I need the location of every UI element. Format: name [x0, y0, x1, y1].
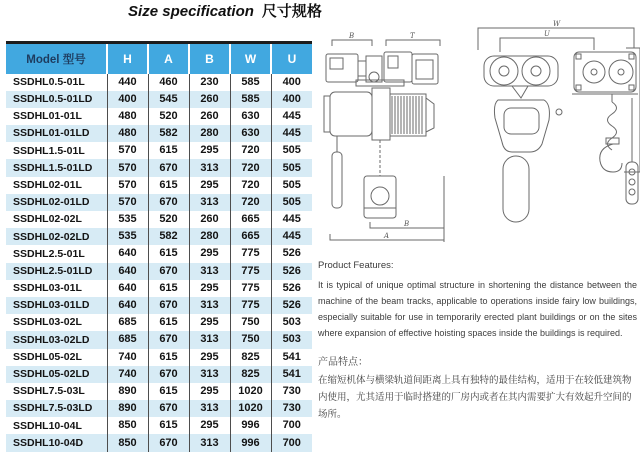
dimension-cell: 520 — [148, 108, 189, 125]
table-row — [6, 331, 312, 348]
dimension-cell: 313 — [189, 434, 230, 451]
dimension-cell: 520 — [148, 211, 189, 228]
dimension-cell: 615 — [148, 417, 189, 434]
dimension-cell: 750 — [230, 331, 271, 348]
dimension-cell: 700 — [271, 417, 312, 434]
header-model: Model 型号 — [6, 43, 107, 74]
model-cell: SSDHL02-02L — [13, 213, 82, 226]
dimension-cell: 570 — [107, 159, 148, 176]
dimension-cell: 615 — [148, 142, 189, 159]
dimension-cell: 295 — [189, 280, 230, 297]
dimension-cell: 670 — [148, 297, 189, 314]
dimension-cell: 460 — [148, 74, 189, 91]
dimension-cell: 295 — [189, 383, 230, 400]
table-row — [6, 228, 312, 245]
dimension-cell: 505 — [271, 159, 312, 176]
features-body-en: It is typical of unique optimal structure in shortening the distance between the machine of the beam tracks, applicable to operations inside fairy low buildings, especially suitable for use in temporarily erected plant buildings or on the sites where expansion of effective hoisting spaces inside the buildings is required. — [318, 280, 637, 338]
model-cell: SSDHL10-04D — [13, 436, 84, 449]
dimension-cell: 280 — [189, 125, 230, 142]
dimension-cell: 850 — [107, 417, 148, 434]
dimension-cell: 535 — [107, 228, 148, 245]
dimension-cell: 740 — [107, 366, 148, 383]
table-row — [6, 366, 312, 383]
dim-label-side-bottom-outer: A — [384, 232, 390, 240]
dimension-cell: 775 — [230, 297, 271, 314]
model-cell: SSDHL05-02LD — [13, 368, 90, 381]
table-header-row — [6, 43, 312, 74]
dimension-cell: 570 — [107, 194, 148, 211]
dimension-cell: 670 — [148, 366, 189, 383]
hoist-side-view-drawing — [324, 32, 444, 242]
header-w: W — [230, 43, 271, 74]
dimension-cell: 526 — [271, 280, 312, 297]
dimension-cell: 775 — [230, 280, 271, 297]
dimension-cell: 503 — [271, 331, 312, 348]
dimension-cell: 670 — [148, 263, 189, 280]
dimension-cell: 670 — [148, 194, 189, 211]
model-cell: SSDHL01-01L — [13, 110, 82, 123]
table-row — [6, 263, 312, 280]
dimension-cell: 445 — [271, 211, 312, 228]
dimension-cell: 445 — [271, 108, 312, 125]
dimension-cell: 570 — [107, 177, 148, 194]
dimension-cell: 890 — [107, 400, 148, 417]
table-row — [6, 194, 312, 211]
table-row — [6, 142, 312, 159]
table-row — [6, 74, 312, 91]
dimension-cell: 670 — [148, 331, 189, 348]
dimension-cell: 295 — [189, 314, 230, 331]
dimension-cell: 313 — [189, 366, 230, 383]
table-row — [6, 159, 312, 176]
model-cell: SSDHL03-02LD — [13, 333, 90, 346]
dimension-cell: 615 — [148, 383, 189, 400]
model-cell: SSDHL02-02LD — [13, 230, 90, 243]
page-title-zh: 尺寸规格 — [261, 3, 322, 20]
table-row — [6, 383, 312, 400]
dimension-cell: 585 — [230, 74, 271, 91]
dimension-cell: 1020 — [230, 400, 271, 417]
dimension-cell: 775 — [230, 245, 271, 262]
dimension-cell: 526 — [271, 263, 312, 280]
dim-label-front-top-outer: W — [553, 20, 561, 28]
dimension-cell: 535 — [107, 211, 148, 228]
dimension-cell: 505 — [271, 142, 312, 159]
dim-label-front-top-inner: U — [544, 30, 550, 38]
dimension-cell: 670 — [148, 434, 189, 451]
dimension-cell: 670 — [148, 400, 189, 417]
dimension-cell: 615 — [148, 280, 189, 297]
dimension-cell: 685 — [107, 331, 148, 348]
dimension-cell: 825 — [230, 349, 271, 366]
dimension-cell: 445 — [271, 228, 312, 245]
dimension-cell: 260 — [189, 108, 230, 125]
table-row — [6, 349, 312, 366]
product-features — [318, 260, 637, 423]
page-title-en: Size specification — [128, 3, 254, 20]
dimension-cell: 545 — [148, 91, 189, 108]
dimension-cell: 582 — [148, 228, 189, 245]
table-row — [6, 245, 312, 262]
dimension-cell: 615 — [148, 349, 189, 366]
features-body-zh: 在缩短机体与横梁轨道间距离上具有独特的最佳结构，适用于在较低建筑物内使用，尤其适用于临时搭建的厂房内或者在其内需要扩大有效起升空间的场所。 — [318, 375, 632, 420]
dimension-cell: 615 — [148, 177, 189, 194]
technical-drawings — [318, 12, 640, 258]
dimension-cell: 313 — [189, 159, 230, 176]
model-cell: SSDHL03-01L — [13, 282, 82, 295]
dimension-cell: 630 — [230, 125, 271, 142]
dimension-cell: 775 — [230, 263, 271, 280]
table-row — [6, 280, 312, 297]
dimension-cell: 665 — [230, 228, 271, 245]
table-row — [6, 108, 312, 125]
dimension-cell: 640 — [107, 263, 148, 280]
size-spec-table — [6, 41, 312, 452]
model-cell: SSDHL02-01LD — [13, 196, 90, 209]
dimension-cell: 740 — [107, 349, 148, 366]
dimension-cell: 825 — [230, 366, 271, 383]
dimension-cell: 582 — [148, 125, 189, 142]
header-a: A — [148, 43, 189, 74]
hoist-front-view-drawing — [478, 20, 640, 222]
dimension-cell: 526 — [271, 245, 312, 262]
dimension-cell: 996 — [230, 434, 271, 451]
features-heading-zh: 产品特点： — [318, 357, 368, 368]
dimension-cell: 295 — [189, 142, 230, 159]
dimension-cell: 720 — [230, 194, 271, 211]
model-cell: SSDHL02-01L — [13, 178, 82, 191]
dimension-cell: 505 — [271, 194, 312, 211]
dimension-cell: 295 — [189, 245, 230, 262]
dimension-cell: 400 — [107, 91, 148, 108]
model-cell: SSDHL1.5-01L — [13, 144, 85, 157]
header-h: H — [107, 43, 148, 74]
table-row — [6, 417, 312, 434]
dimension-cell: 720 — [230, 159, 271, 176]
dimension-cell: 280 — [189, 228, 230, 245]
dimension-cell: 400 — [271, 74, 312, 91]
spec-table-body — [6, 74, 312, 452]
dimension-cell: 640 — [107, 280, 148, 297]
dimension-cell: 750 — [230, 314, 271, 331]
dimension-cell: 260 — [189, 211, 230, 228]
table-row — [6, 297, 312, 314]
model-cell: SSDHL7.5-03LD — [13, 402, 93, 415]
table-row — [6, 91, 312, 108]
dimension-cell: 730 — [271, 383, 312, 400]
dimension-cell: 615 — [148, 314, 189, 331]
table-row — [6, 434, 312, 451]
dimension-cell: 480 — [107, 125, 148, 142]
model-cell: SSDHL01-01LD — [13, 127, 90, 140]
dimension-cell: 480 — [107, 108, 148, 125]
model-cell: SSDHL10-04L — [13, 419, 82, 432]
dim-label-side-bottom-inner: B — [404, 220, 410, 228]
dim-label-side-top-left: B — [349, 32, 355, 40]
dimension-cell: 313 — [189, 331, 230, 348]
header-u: U — [271, 43, 312, 74]
table-row — [6, 211, 312, 228]
dimension-cell: 295 — [189, 177, 230, 194]
dimension-cell: 440 — [107, 74, 148, 91]
dimension-cell: 313 — [189, 297, 230, 314]
dimension-cell: 295 — [189, 417, 230, 434]
dimension-cell: 541 — [271, 349, 312, 366]
dimension-cell: 313 — [189, 400, 230, 417]
model-cell: SSDHL2.5-01LD — [13, 264, 93, 277]
dimension-cell: 526 — [271, 297, 312, 314]
table-row — [6, 314, 312, 331]
dimension-cell: 585 — [230, 91, 271, 108]
dimension-cell: 720 — [230, 142, 271, 159]
dimension-cell: 505 — [271, 177, 312, 194]
model-cell: SSDHL7.5-03L — [13, 385, 85, 398]
dimension-cell: 670 — [148, 159, 189, 176]
dimension-cell: 313 — [189, 263, 230, 280]
model-cell: SSDHL2.5-01L — [13, 247, 85, 260]
dimension-cell: 640 — [107, 245, 148, 262]
dimension-cell: 445 — [271, 125, 312, 142]
dimension-cell: 640 — [107, 297, 148, 314]
header-b: B — [189, 43, 230, 74]
table-row — [6, 177, 312, 194]
dimension-cell: 1020 — [230, 383, 271, 400]
model-cell: SSDHL05-02L — [13, 350, 82, 363]
dimension-cell: 541 — [271, 366, 312, 383]
dimension-cell: 260 — [189, 91, 230, 108]
table-row — [6, 400, 312, 417]
dim-label-side-top-right: T — [410, 32, 415, 40]
dimension-cell: 685 — [107, 314, 148, 331]
dimension-cell: 890 — [107, 383, 148, 400]
dimension-cell: 730 — [271, 400, 312, 417]
model-cell: SSDHL0.5-01L — [13, 75, 85, 88]
dimension-cell: 503 — [271, 314, 312, 331]
dimension-cell: 313 — [189, 194, 230, 211]
table-row — [6, 125, 312, 142]
dimension-cell: 720 — [230, 177, 271, 194]
features-heading-en: Product Features: — [318, 260, 394, 271]
dimension-cell: 996 — [230, 417, 271, 434]
dimension-cell: 400 — [271, 91, 312, 108]
model-cell: SSDHL1.5-01LD — [13, 161, 93, 174]
dimension-cell: 570 — [107, 142, 148, 159]
model-cell: SSDHL03-02L — [13, 316, 82, 329]
dimension-cell: 665 — [230, 211, 271, 228]
dimension-cell: 615 — [148, 245, 189, 262]
dimension-cell: 230 — [189, 74, 230, 91]
model-cell: SSDHL0.5-01LD — [13, 93, 93, 106]
model-cell: SSDHL03-01LD — [13, 299, 90, 312]
dimension-cell: 295 — [189, 349, 230, 366]
dimension-cell: 850 — [107, 434, 148, 451]
dimension-cell: 630 — [230, 108, 271, 125]
dimension-cell: 700 — [271, 434, 312, 451]
